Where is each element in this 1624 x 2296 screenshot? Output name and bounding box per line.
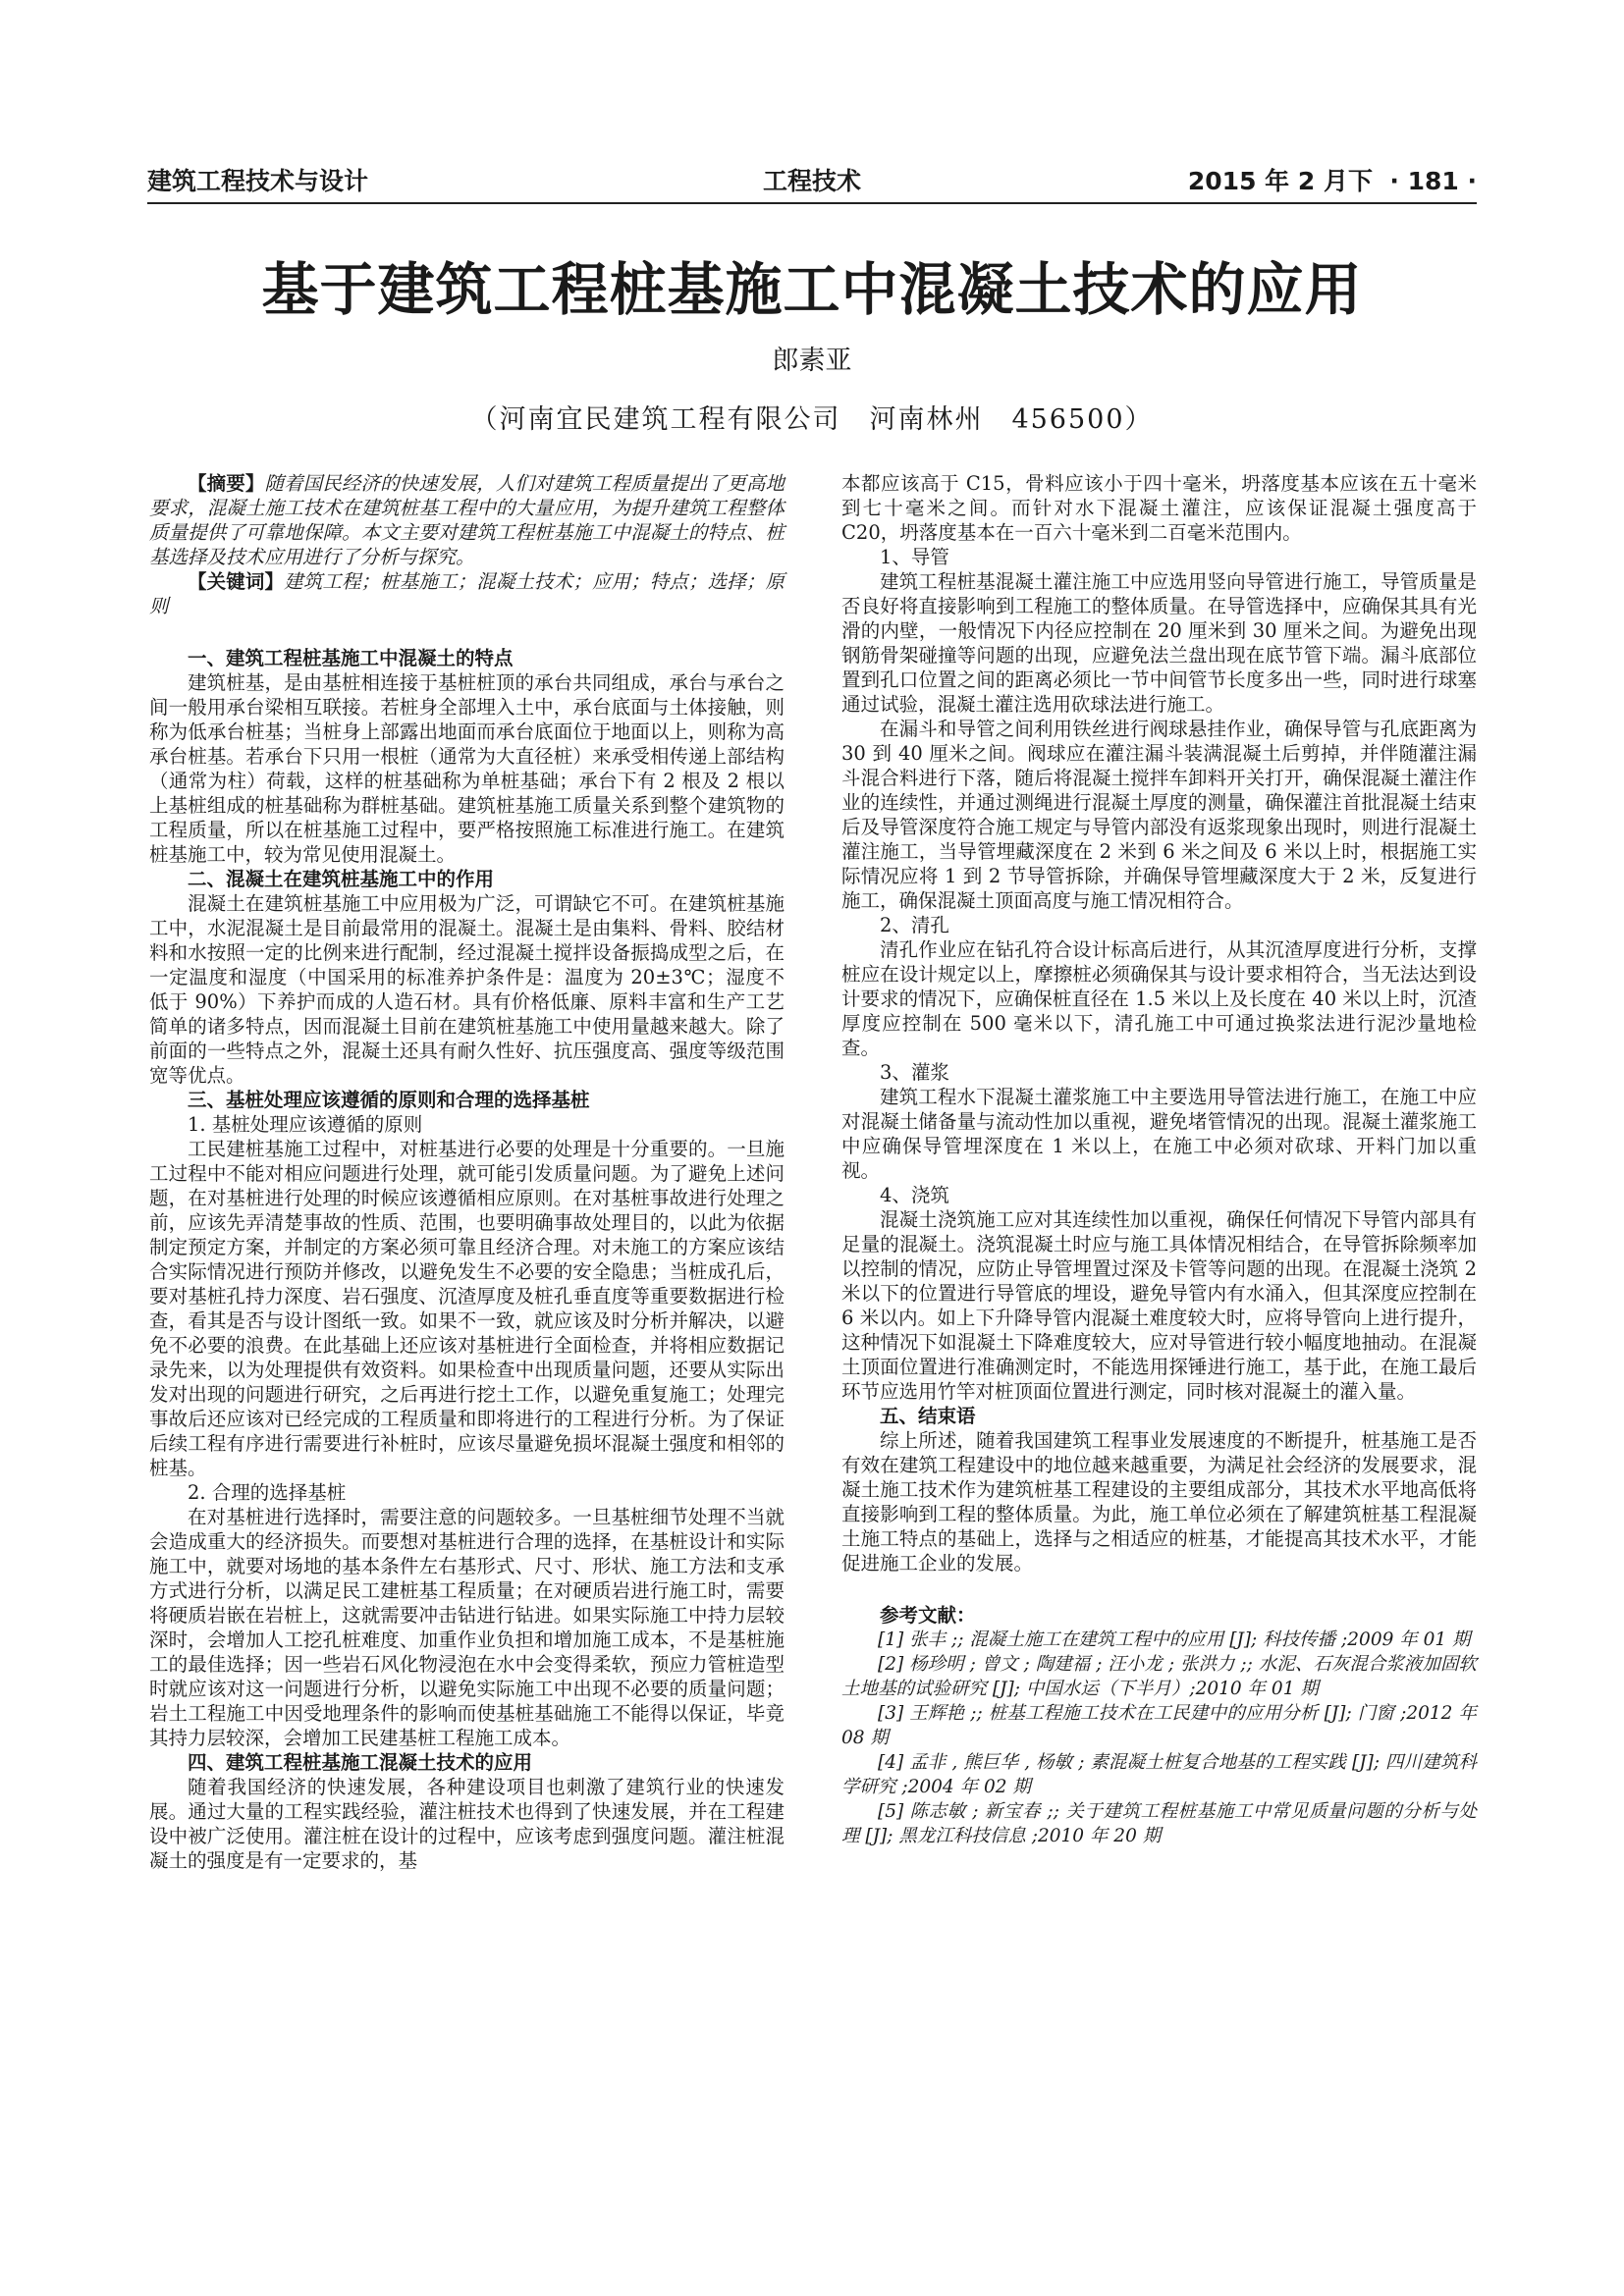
reference-item: [5] 陈志敏 ; 新宝春 ;; 关于建筑工程桩基施工中常见质量问题的分析与处理 [J]; 黑龙江科技信息 ;2010 年 20 期 [841,1801,1477,1846]
section-2-paragraph: 混凝土在建筑桩基施工中应用极为广泛，可谓缺它不可。在建筑桩基施工中，水泥混凝土是目前最常用的混凝土。混凝土是由集料、骨料、胶结材料和水按照一定的比例来进行配制，经过混凝土搅拌设备振捣成型之后，在一定温度和湿度（中国采用的标准养护条件是：温度为 20±3℃；湿度不低于 90%）下养护而成的人造石材。具有价格低廉、原料丰富和生产工艺简单的诸多特点，因而混凝土目前在建筑桩基施工中使用量越来越大。除了前面的一些特点之外，混凝土还具有耐久性好、抗压强度高、强度等级范围宽等优点。 [149,892,785,1087]
section-3-heading: 三、基桩处理应该遵循的原则和合理的选择基桩 [188,1089,590,1111]
article-title: 基于建筑工程桩基施工中混凝土技术的应用 [261,256,1363,323]
item-2-paragraph: 清孔作业应在钻孔符合设计标高后进行，从其沉渣厚度进行分析，支撑桩应在设计规定以上，摩擦桩必须确保其与设计要求相符合，当无法达到设计要求的情况下，应确保桩直径在 1.5 米以上及长度在 40 米以上时，沉渣厚度应控制在 500 毫米以下，清孔施工中可通过换浆法进行泥沙量地检查。 [841,938,1477,1059]
section-name: 工程技术 [762,167,861,195]
item-3-heading: 3、灌浆 [880,1061,949,1084]
subsection-3-2-paragraph: 在对基桩进行选择时，需要注意的问题较多。一旦基桩细节处理不当就会造成重大的经济损失。而要想对基桩进行合理的选择，在基桩设计和实际施工中，就要对场地的基本条件左右基形式、尺寸、形状、施工方法和支承方式进行分析，以满足民工建桩基工程质量；在对硬质岩进行施工时，需要将硬质岩嵌在岩桩上，这就需要冲击钻进行钻进。如果实际施工中持力层较深时，会增加人工挖孔桩难度、加重作业负担和增加施工成本，不是基桩施工的最佳选择；因一些岩石风化物浸泡在水中会变得柔软，预应力管桩造型时就应该对这一问题进行分析，以避免实际施工中出现不必要的质量问题；岩土工程施工中因受地理条件的影响而使基桩基础施工不能得以保证，毕竟其持力层较深，会增加工民建基桩工程施工成本。 [149,1506,785,1749]
abstract [149,471,785,569]
journal-name: 建筑工程技术与设计 [147,167,369,195]
section-4-heading: 四、建筑工程桩基施工混凝土技术的应用 [188,1751,533,1774]
keywords-text: 建筑工程；桩基施工；混凝土技术；应用；特点；选择；原则 [149,570,785,617]
subsection-3-2-heading: 2. 合理的选择基桩 [188,1481,347,1504]
reference-item: [2] 杨珍明 ; 曾文 ; 陶建福 ; 汪小龙 ; 张洪力 ;; 水泥、石灰混合浆液加固软土地基的试验研究 [J]; 中国水运（下半月）;2010 年 01 期 [841,1654,1477,1699]
item-4-heading: 4、浇筑 [880,1184,949,1206]
subsection-3-1-paragraph: 工民建桩基施工过程中，对桩基进行必要的处理是十分重要的。一旦施工过程中不能对相应问题进行处理，就可能引发质量问题。为了避免上述问题，在对基桩进行处理的时候应该遵循相应原则。在对基桩事故进行处理之前，应该先弄清楚事故的性质、范围，也要明确事故处理目的，以此为依据制定预定方案，并制定的方案必须可靠且经济合理。对未施工的方案应该结合实际情况进行预防并修改，以避免发生不必要的安全隐患；当桩成孔后，要对基桩孔持力深度、岩石强度、沉渣厚度及桩孔垂直度等重要数据进行检查，看其是否与设计图纸一致。如果不一致，就应该及时分析并解决，以避免不必要的浪费。在此基础上还应该对基桩进行全面检查，并将相应数据记录先来，以为处理提供有效资料。如果检查中出现质量问题，还要从实际出发对出现的问题进行研究，之后再进行挖土工作，以避免重复施工；处理完事故后还应该对已经完成的工程质量和即将进行的工程进行分析。为了保证后续工程有序进行需要进行补桩时，应该尽量避免损坏混凝土强度和相邻的桩基。 [149,1138,785,1479]
header-divider [147,202,1477,204]
item-4-paragraph: 混凝土浇筑施工应对其连续性加以重视，确保任何情况下导管内部具有足量的混凝土。浇筑混凝土时应与施工具体情况相结合，在导管拆除频率加以控制的情况，应防止导管埋置过深及卡管等问题的出现。在混凝土浇筑 2 米以下的位置进行导管底的埋设，避免导管内有水涌入，但其深度应控制在 6 米以内。如上下升降导管内混凝土难度较大时，应将导管向上进行提升，这种情况下如混凝土下降难度较大，应对导管进行较小幅度地抽动。在混凝土顶面位置进行准确测定时，不能选用探锤进行施工，基于此，在施工最后环节应选用竹竿对桩顶面位置进行测定，同时核对混凝土的灌入量。 [841,1208,1477,1403]
spacer [149,618,785,646]
keywords-label: 【关键词】 [188,570,285,593]
references-heading: 参考文献： [880,1604,976,1627]
section-1-paragraph: 建筑桩基，是由基桩相连接于基桩桩顶的承台共同组成，承台与承台之间一般用承台梁相互联接。若桩身全部埋入土中，承台底面与土体接触，则称为低承台桩基；当桩身上部露出地面而承台底面位于地面以上，则称为高承台桩基。若承台下只用一根桩（通常为大直径桩）来承受相传递上部结构（通常为柱）荷载，这样的桩基础称为单桩基础；承台下有 2 根及 2 根以上基桩组成的桩基础称为群桩基础。建筑桩基施工质量关系到整个建筑物的工程质量，所以在桩基施工过程中，要严格按照施工标准进行施工。在建筑桩基施工中，较为常见使用混凝土。 [149,671,785,866]
page-number: · 181 · [1389,167,1477,195]
reference-item: [1] 张丰 ;; 混凝土施工在建筑工程中的应用 [J]; 科技传播 ;2009 年 01 期 [878,1629,1471,1650]
issue-date: 2015 年 2 月下 [1187,167,1373,195]
reference-item: [3] 王辉艳 ;; 桩基工程施工技术在工民建中的应用分析 [J]; 门窗 ;2012 年 08 期 [841,1703,1477,1748]
section-4-paragraph: 随着我国经济的快速发展，各种建设项目也刺激了建筑行业的快速发展。通过大量的工程实践经验，灌注桩技术也得到了快速发展，并在工程建设中被广泛使用。灌注桩在设计的过程中，应该考虑到强度问题。灌注桩混凝土的强度是有一定要求的，基 [149,1776,785,1872]
reference-item: [4] 孟非 , 熊巨华 , 杨敏 ; 素混凝土桩复合地基的工程实践 [J]; 四川建筑科学研究 ;2004 年 02 期 [841,1752,1477,1797]
author-affiliation: （河南宜民建筑工程有限公司 河南林州 456500） [470,404,1154,435]
section-2-heading: 二、混凝土在建筑桩基施工中的作用 [188,868,495,890]
keywords [149,569,785,618]
section-5-heading: 五、结束语 [880,1405,976,1427]
abstract-text: 随着国民经济的快速发展，人们对建筑工程质量提出了更高地要求，混凝土施工技术在建筑桩基工程中的大量应用，为提升建筑工程整体质量提供了可靠地保障。本文主要对建筑工程桩基施工中混凝土的特点、桩基选择及技术应用进行了分析与探究。 [149,472,785,568]
right-column [841,471,1477,2140]
item-1-paragraph-b: 在漏斗和导管之间利用铁丝进行阀球悬挂作业，确保导管与孔底距离为 30 到 40 厘米之间。阀球应在灌注漏斗装满混凝土后剪掉，并伴随灌注漏斗混合料进行下落，随后将混凝土搅拌车卸料开关打开，确保混凝土灌注作业的连续性，并通过测绳进行混凝土厚度的测量，确保灌注首批混凝土结束后及导管深度符合施工规定与导管内部没有返浆现象出现时，则进行混凝土灌注施工，当导管埋藏深度在 2 米到 6 米之间及 6 米以上时，根据施工实际情况应将 1 到 2 节导管拆除，并确保导管埋藏深度大于 2 米，反复进行施工，确保混凝土顶面高度与施工情况相符合。 [841,718,1477,912]
issue-and-page [1188,162,1477,197]
item-1-heading: 1、导管 [880,546,949,568]
item-1-paragraph-a: 建筑工程桩基混凝土灌注施工中应选用竖向导管进行施工，导管质量是否良好将直接影响到工程施工的整体质量。在导管选择中，应确保其具有光滑的内壁，一般情况下内径应控制在 20 厘米到 30 厘米之间。为避免出现钢筋骨架碰撞等问题的出现，应避免法兰盘出现在底节管下端。漏斗底部位置到孔口位置之间的距离必须比一节中间管节长度多出一些，同时进行球塞通过试验，混凝土灌注选用砍球法进行施工。 [841,570,1477,716]
subsection-3-1-heading: 1. 基桩处理应该遵循的原则 [188,1113,423,1136]
left-column [149,471,785,2140]
running-header [147,162,1477,201]
abstract-label: 【摘要】 [188,472,265,495]
author-name: 郎素亚 [772,346,852,376]
item-2-heading: 2、清孔 [880,914,949,936]
continued-paragraph: 本都应该高于 C15，骨料应该小于四十毫米，坍落度基本应该在五十毫米到七十毫米之间。而针对水下混凝土灌注，应该保证混凝土强度高于 C20，坍落度基本在一百六十毫米到二百毫米范围内。 [841,472,1477,544]
spacer [841,1575,1477,1603]
item-3-paragraph: 建筑工程水下混凝土灌浆施工中主要选用导管法进行施工，在施工中应对混凝土储备量与流动性加以重视，避免堵管情况的出现。混凝土灌浆施工中应确保导管埋深度在 1 米以上，在施工中必须对砍球、开料门加以重视。 [841,1086,1477,1182]
section-1-heading: 一、建筑工程桩基施工中混凝土的特点 [188,647,514,669]
section-5-paragraph: 综上所述，随着我国建筑工程事业发展速度的不断提升，桩基施工是否有效在建筑工程建设中的地位越来越重要，为满足社会经济的发展要求，混凝土施工技术作为建筑桩基工程建设的主要组成部分，其技术水平地高低将直接影响到工程的整体质量。为此，施工单位必须在了解建筑桩基工程混凝土施工特点的基础上，选择与之相适应的桩基，才能提高其技术水平，才能促进施工企业的发展。 [841,1429,1477,1575]
